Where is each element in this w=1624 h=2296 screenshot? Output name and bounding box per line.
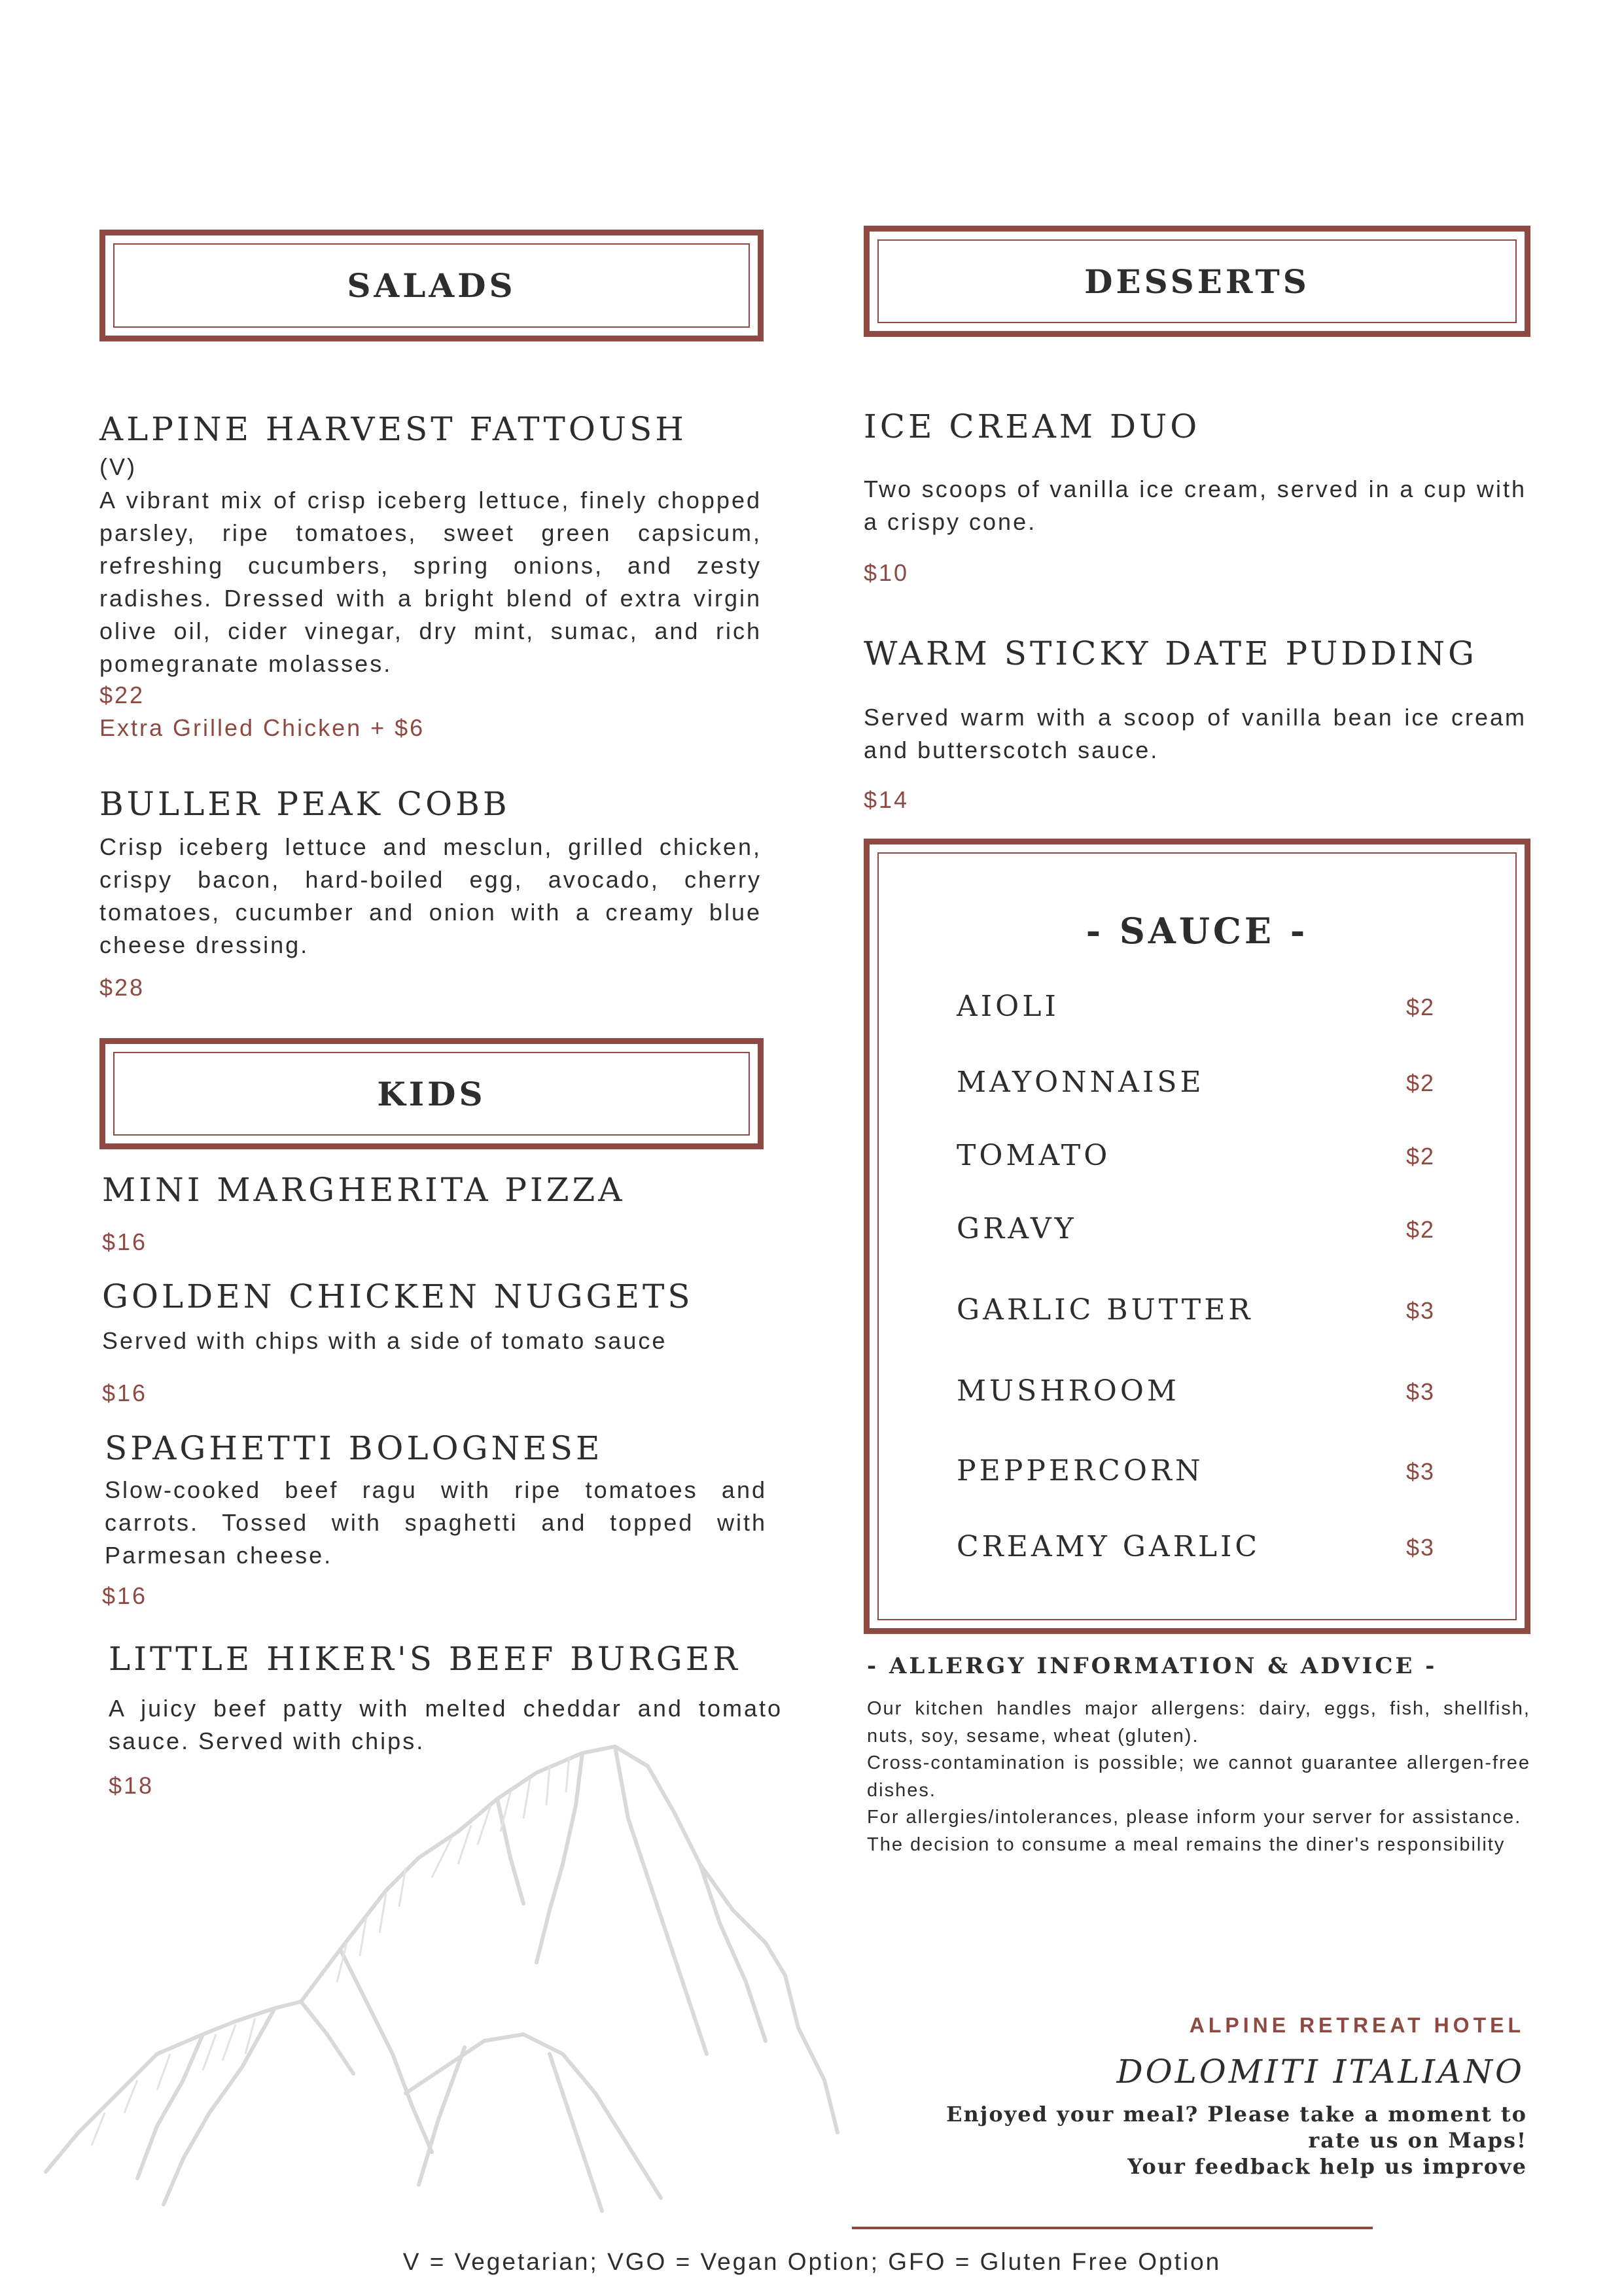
sauce-item-name: CREAMY GARLIC: [957, 1530, 1261, 1563]
menu-item-title: BULLER PEAK COBB: [99, 785, 510, 823]
sauce-item-price: $2: [1406, 994, 1436, 1020]
feedback-message: [938, 2101, 1527, 2180]
menu-item-extra: Extra Grilled Chicken + $6: [99, 714, 425, 741]
menu-item-title: SPAGHETTI BOLOGNESE: [105, 1429, 603, 1467]
sauce-heading: - SAUCE -: [1086, 910, 1309, 952]
menu-item-description: Slow-cooked beef ragu with ripe tomatoes and carrots. Tossed with spaghetti and topped with Parmesan cheese.: [105, 1476, 767, 1569]
menu-item-description: Two scoops of vanilla ice cream, served in a cup with a crispy cone.: [864, 476, 1527, 535]
menu-item-description: A juicy beef patty with melted cheddar and tomato sauce. Served with chips.: [109, 1695, 783, 1754]
sauce-item-price: $3: [1406, 1534, 1436, 1561]
sauce-item-name: GRAVY: [957, 1212, 1077, 1245]
menu-item-price: $18: [109, 1772, 154, 1799]
allergy-information: [867, 1696, 1530, 1858]
sauce-item-name: PEPPERCORN: [957, 1454, 1204, 1487]
feedback-line: rate us on Maps!: [1308, 2128, 1527, 2153]
menu-item-price: $10: [864, 559, 909, 586]
menu-item-title: ALPINE HARVEST FATTOUSH: [99, 410, 687, 448]
sauce-item-name: GARLIC BUTTER: [957, 1293, 1254, 1327]
dietary-legend: V = Vegetarian; VGO = Vegan Option; GFO = Gluten Free Option: [402, 2248, 1222, 2275]
allergy-line: Our kitchen handles major allergens: dairy, eggs, fish, shellfish, nuts, soy, sesame, wheat (gluten).: [867, 1698, 1530, 1747]
feedback-line: Enjoyed your meal? Please take a moment to: [946, 2102, 1527, 2127]
menu-item-description: A vibrant mix of crisp iceberg lettuce, finely chopped parsley, ripe tomatoes, sweet green capsicum, refreshing cucumbers, spring onions, and zesty radishes. Dressed with a bright blend of extra virgin olive oil, cider vinegar, dry mint, sumac, and rich pomegranate molasses.: [99, 487, 762, 677]
menu-item-title: GOLDEN CHICKEN NUGGETS: [102, 1278, 694, 1315]
menu-item-title: WARM STICKY DATE PUDDING: [864, 635, 1477, 672]
salads-heading-box: [99, 230, 764, 341]
menu-item-title: MINI MARGHERITA PIZZA: [102, 1171, 626, 1209]
restaurant-brand: DOLOMITI ITALIANO: [1116, 2053, 1525, 2091]
menu-item-price: $16: [102, 1228, 148, 1255]
menu-item-price: $16: [102, 1582, 148, 1609]
sauce-item-price: $2: [1406, 1143, 1436, 1170]
kids-heading: KIDS: [377, 1074, 486, 1113]
sauce-item-name: AIOLI: [957, 990, 1059, 1023]
sauce-item-name: TOMATO: [957, 1139, 1111, 1172]
menu-item-price: $28: [99, 974, 145, 1001]
sauce-item-name: MUSHROOM: [957, 1374, 1180, 1408]
sauce-item-name: MAYONNAISE: [957, 1066, 1205, 1099]
allergy-line: Cross-contamination is possible; we cannot guarantee allergen-free dishes.: [867, 1752, 1530, 1801]
sauce-item-price: $2: [1406, 1070, 1436, 1096]
hotel-name: ALPINE RETREAT HOTEL: [1189, 2013, 1525, 2037]
menu-item-description: Served with chips with a side of tomato sauce: [102, 1327, 667, 1354]
desserts-heading: DESSERTS: [1084, 262, 1310, 301]
sauce-item-price: $3: [1406, 1297, 1436, 1324]
menu-item-price: $14: [864, 786, 909, 813]
footer-divider: [852, 2227, 1373, 2229]
menu-item-price: $16: [102, 1380, 148, 1406]
allergy-line: The decision to consume a meal remains the diner's responsibility: [867, 1834, 1506, 1855]
sauce-item-price: $3: [1406, 1458, 1436, 1485]
allergy-heading: - ALLERGY INFORMATION & ADVICE -: [867, 1653, 1438, 1679]
desserts-heading-box: [864, 226, 1530, 337]
menu-item-title: ICE CREAM DUO: [864, 408, 1201, 445]
menu-item-description: Crisp iceberg lettuce and mesclun, grilled chicken, crispy bacon, hard-boiled egg, avocado, cherry tomatoes, cucumber and onion with a creamy blue cheese dressing.: [99, 833, 762, 958]
menu-item-title: LITTLE HIKER'S BEEF BURGER: [109, 1640, 741, 1678]
sauce-box: [864, 839, 1530, 1634]
dietary-tag: (V): [99, 453, 137, 480]
sauce-item-price: $2: [1406, 1216, 1436, 1243]
kids-heading-box: [99, 1038, 764, 1149]
allergy-line: For allergies/intolerances, please inform your server for assistance.: [867, 1807, 1522, 1828]
menu-item-description: Served warm with a scoop of vanilla bean ice cream and butterscotch sauce.: [864, 704, 1527, 763]
salads-heading: SALADS: [347, 266, 516, 305]
mountain-illustration-icon: [39, 1727, 864, 2237]
sauce-item-price: $3: [1406, 1378, 1436, 1405]
feedback-line: Your feedback help us improve: [1127, 2154, 1527, 2179]
menu-item-price: $22: [99, 682, 145, 708]
